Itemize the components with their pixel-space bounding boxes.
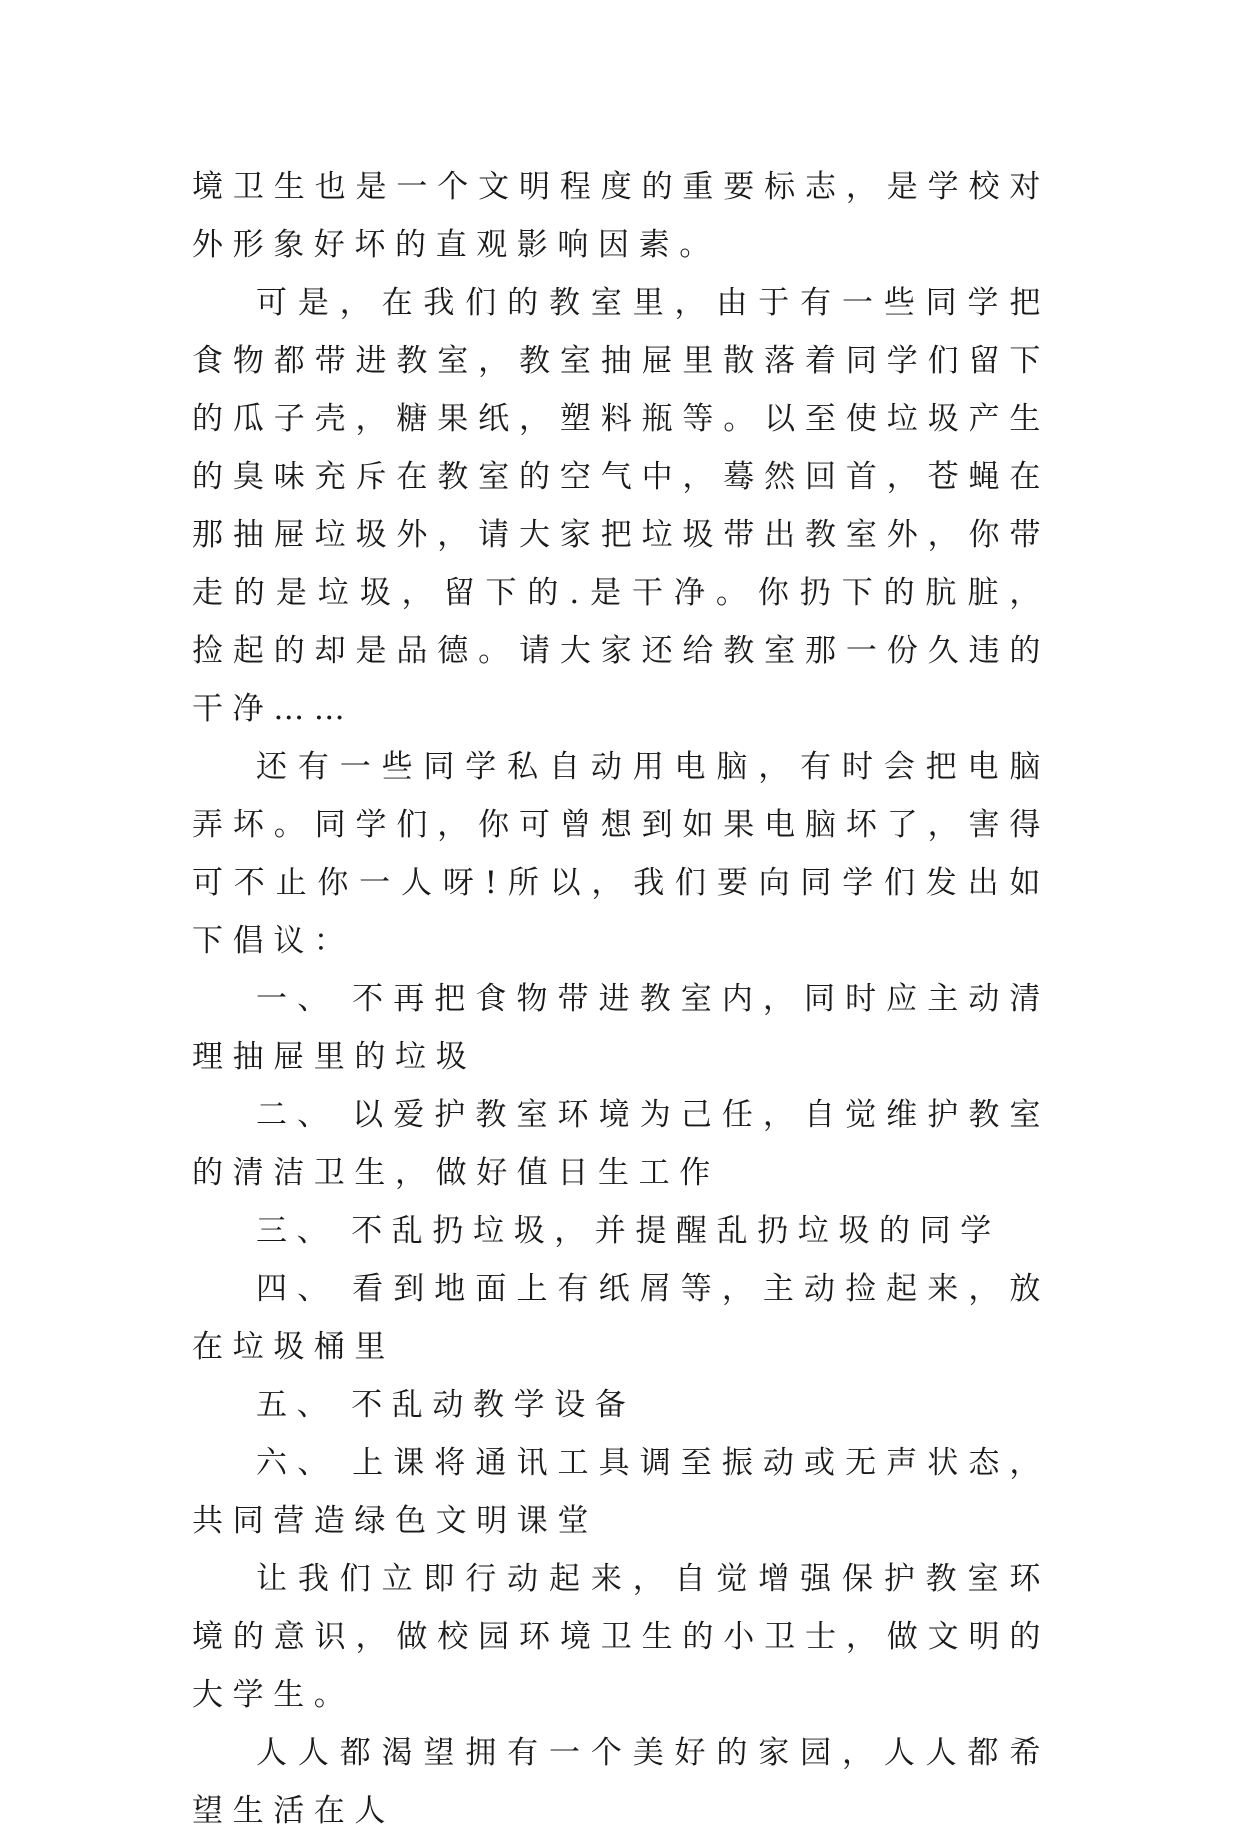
paragraph-call-to-action: 让我们立即行动起来，自觉增强保护教室环境的意识，做校园环境卫生的小卫士，做文明的大学生。 [192,1561,1050,1713]
proposal-text: 上课将通讯工具调至振动或无声状态，共同营造绿色文明课堂 [192,1445,1050,1539]
proposal-marker: 六、 [256,1445,339,1481]
proposal-text: 不乱扔垃圾，并提醒乱扔垃圾的同学 [351,1213,1001,1249]
paragraph-classroom-litter: 可是，在我们的教室里，由于有一些同学把食物都带进教室，教室抽屉里散落着同学们留下的瓜子壳，糖果纸，塑料瓶等。以至使垃圾产生的臭味充斥在教室的空气中，蓦然回首，苍蝇在那抽屉垃圾外，请大家把垃圾带出教室外，你带走的是垃圾，留下的.是干净。你扔下的肮脏，捡起的却是品德。请大家还给教室那一份久违的干净…… [192,285,1050,727]
proposal-text: 以爱护教室环境为己任，自觉维护教室的清洁卫生，做好值日生工作 [192,1097,1050,1191]
proposal-marker: 二、 [256,1097,339,1133]
proposal-text: 不再把食物带进教室内，同时应主动清理抽屉里的垃圾 [192,981,1050,1075]
proposal-marker: 五、 [256,1387,338,1423]
proposal-item-4 [192,1260,1050,1376]
proposal-marker: 一、 [256,981,339,1017]
document-body [192,158,1050,1840]
proposal-item-5 [192,1376,1050,1434]
proposal-text: 不乱动教学设备 [351,1387,636,1423]
paragraph-computer-use: 还有一些同学私自动用电脑，有时会把电脑弄坏。同学们，你可曾想到如果电脑坏了，害得可不止你一人呀!所以，我们要向同学们发出如下倡议： [192,749,1050,959]
proposal-item-3 [192,1202,1050,1260]
paragraph-closing: 人人都渴望拥有一个美好的家园，人人都希望生活在人 [192,1735,1050,1829]
proposal-marker: 三、 [256,1213,338,1249]
paragraph-intro: 境卫生也是一个文明程度的重要标志，是学校对外形象好坏的直观影响因素。 [192,169,1050,263]
proposal-text: 看到地面上有纸屑等，主动捡起来，放在垃圾桶里 [192,1271,1050,1365]
proposal-item-1 [192,970,1050,1086]
proposal-item-2 [192,1086,1050,1202]
proposal-marker: 四、 [256,1271,339,1307]
proposal-item-6 [192,1434,1050,1550]
